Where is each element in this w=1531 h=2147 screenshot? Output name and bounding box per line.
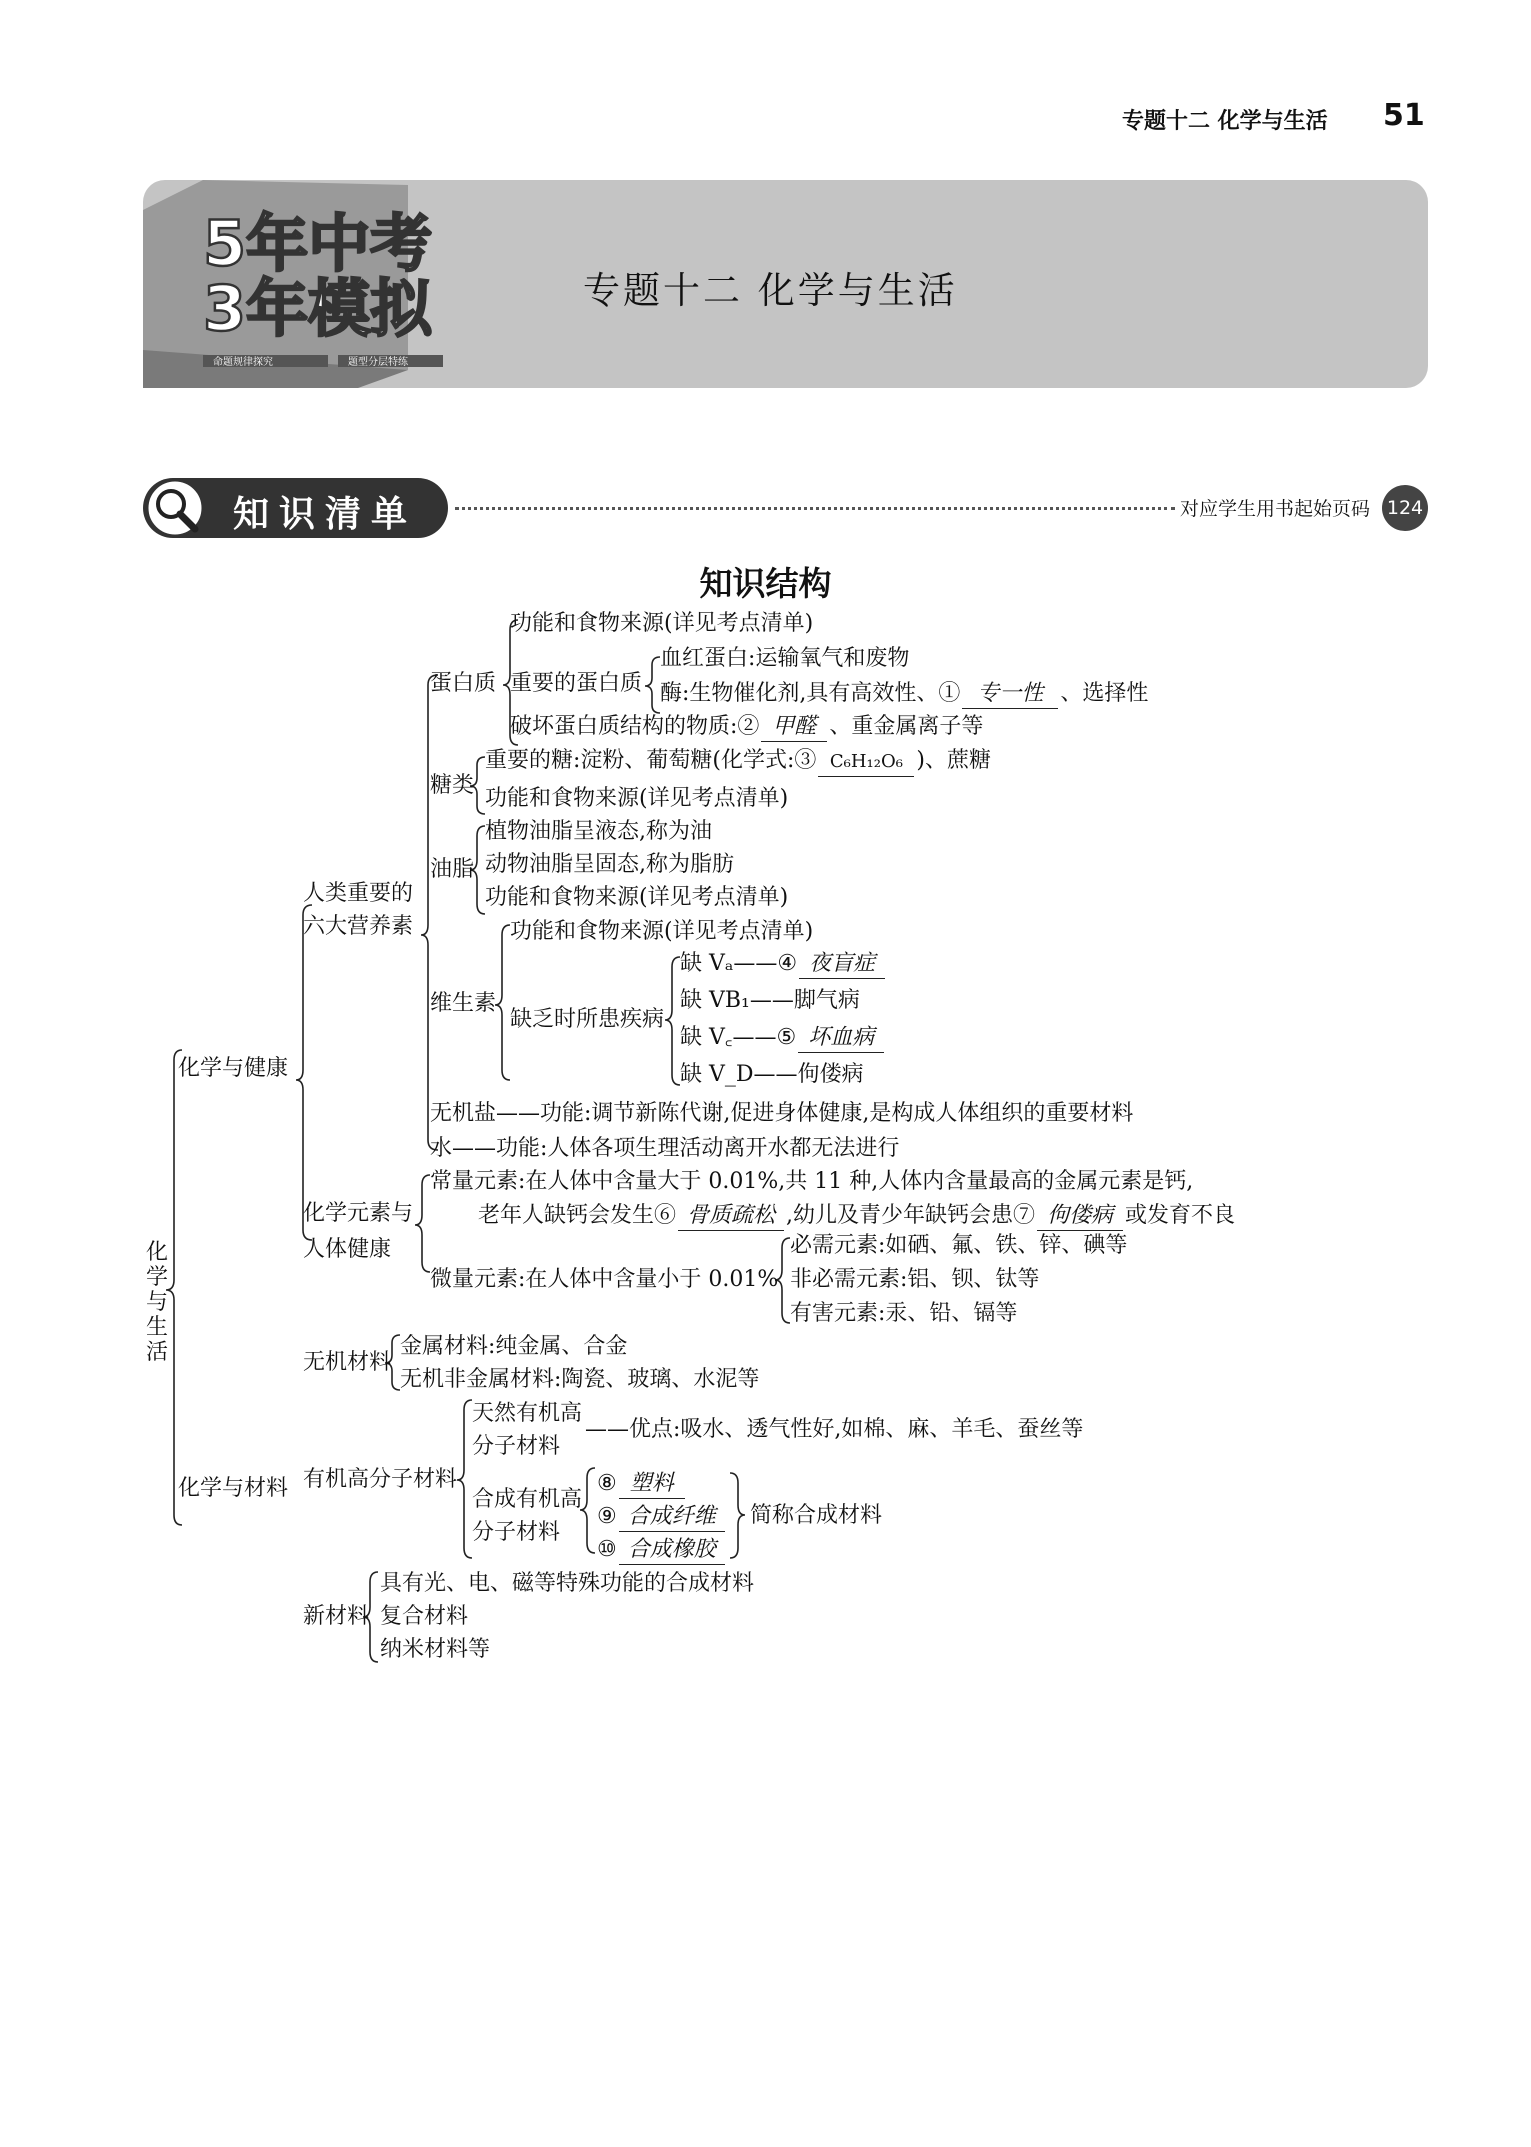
logo-tag1: 命题规律探究 xyxy=(213,357,273,368)
macro-text-3: 或发育不良 xyxy=(1125,1203,1236,1228)
macro-element-2 xyxy=(478,1202,1235,1231)
node-nutrients: 人类重要的 xyxy=(303,881,414,906)
section-title: 知识清单 xyxy=(233,494,418,535)
answer-5: 坏血病 xyxy=(798,1024,884,1053)
protein-func: 功能和食物来源(详见考点清单) xyxy=(510,611,814,636)
answer-9: 合成纤维 xyxy=(619,1503,725,1532)
node-fat: 油脂 xyxy=(430,857,475,882)
answer-4: 夜盲症 xyxy=(799,950,885,979)
synthetic-2: 分子材料 xyxy=(472,1520,561,1545)
answer-1: 专一性 xyxy=(962,680,1058,709)
hemoglobin: 血红蛋白:运输氧气和废物 xyxy=(660,646,910,671)
new-material-1: 具有光、电、磁等特殊功能的合成材料 xyxy=(380,1571,755,1596)
natural-2: 分子材料 xyxy=(472,1434,561,1459)
metal-material: 金属材料:纯金属、合金 xyxy=(400,1334,628,1359)
tree-title: 知识结构 xyxy=(699,564,832,603)
logo-line2: 3年模拟 xyxy=(203,272,433,345)
trace-essential: 必需元素:如硒、氟、铁、锌、碘等 xyxy=(790,1233,1128,1258)
macro-text: 老年人缺钙会发生⑥ xyxy=(478,1203,677,1228)
root-node: 化学与生活 xyxy=(145,1240,168,1365)
nonmetal-material: 无机非金属材料:陶瓷、玻璃、水泥等 xyxy=(400,1367,760,1392)
sugar-text: 重要的糖:淀粉、葡萄糖(化学式:③ xyxy=(485,748,817,773)
node-important-protein: 重要的蛋白质 xyxy=(510,671,643,696)
enzyme xyxy=(660,680,1148,709)
protein-destroy xyxy=(510,713,983,742)
banner-title: 专题十二 化学与生活 xyxy=(583,269,958,312)
answer-2: 甲醛 xyxy=(761,713,827,742)
node-vitamin-lack: 缺乏时所患疾病 xyxy=(510,1007,665,1032)
new-material-3: 纳米材料等 xyxy=(380,1637,491,1662)
logo-tag2: 题型分层特练 xyxy=(348,357,408,368)
sugar-important xyxy=(485,747,991,777)
node-materials: 化学与材料 xyxy=(178,1476,289,1501)
node-inorganic: 无机材料 xyxy=(303,1350,392,1375)
vc-text: 缺 V꜀——⑤ xyxy=(680,1025,797,1050)
synthetic-plastic xyxy=(597,1470,687,1499)
water: 水——功能:人体各项生理活动离开水都无法进行 xyxy=(430,1136,900,1161)
n10: ⑩ xyxy=(597,1537,617,1562)
node-health: 化学与健康 xyxy=(178,1056,289,1081)
macro-text-2: ,幼儿及青少年缺钙会患⑦ xyxy=(786,1203,1036,1228)
node-elements-2: 人体健康 xyxy=(303,1237,392,1262)
natural-1: 天然有机高 xyxy=(472,1401,583,1426)
mineral: 无机盐——功能:调节新陈代谢,促进身体健康,是构成人体组织的重要材料 xyxy=(430,1101,1134,1126)
n9: ⑨ xyxy=(597,1504,617,1529)
fat-2: 动物油脂呈固态,称为脂肪 xyxy=(485,852,734,877)
vitamin-a xyxy=(680,950,887,979)
answer-10: 合成橡胶 xyxy=(619,1536,725,1565)
vitamin-b: 缺 VB₁——脚气病 xyxy=(680,988,860,1013)
macro-element: 常量元素:在人体中含量大于 0.01%,共 11 种,人体内含量最高的金属元素是钙, xyxy=(430,1169,1194,1194)
destroy-text: 破坏蛋白质结构的物质:② xyxy=(510,714,760,739)
node-organic: 有机高分子材料 xyxy=(303,1467,458,1492)
va-text: 缺 Vₐ——④ xyxy=(680,951,798,976)
synthetic-rubber xyxy=(597,1536,727,1565)
fat-1: 植物油脂呈液态,称为油 xyxy=(485,819,712,844)
fat-3: 功能和食物来源(详见考点清单) xyxy=(485,885,789,910)
vitamin-d: 缺 V_D——佝偻病 xyxy=(680,1062,864,1087)
enzyme-text: 酶:生物催化剂,具有高效性、① xyxy=(660,681,961,706)
trace-nonessential: 非必需元素:铝、钡、钛等 xyxy=(790,1267,1040,1292)
page-number: 51 xyxy=(1383,98,1425,133)
enzyme-text-2: 、选择性 xyxy=(1060,681,1149,706)
vitamin-func: 功能和食物来源(详见考点清单) xyxy=(510,919,814,944)
page-ref-badge: 124 xyxy=(1382,485,1428,531)
natural-desc: ——优点:吸水、透气性好,如棉、麻、羊毛、蚕丝等 xyxy=(585,1417,1084,1442)
new-material-2: 复合材料 xyxy=(380,1604,469,1629)
destroy-text-2: 、重金属离子等 xyxy=(829,714,984,739)
sugar-func: 功能和食物来源(详见考点清单) xyxy=(485,786,789,811)
answer-3: C₆H₁₂O₆ xyxy=(818,748,914,777)
trace-element: 微量元素:在人体中含量小于 0.01% xyxy=(430,1267,779,1292)
node-protein: 蛋白质 xyxy=(430,671,497,696)
section-note: 对应学生用书起始页码 xyxy=(1180,498,1371,520)
node-sugar: 糖类 xyxy=(430,773,475,798)
trace-harmful: 有害元素:汞、铅、镉等 xyxy=(790,1301,1018,1326)
answer-7: 佝偻病 xyxy=(1037,1202,1123,1231)
node-nutrients-2: 六大营养素 xyxy=(303,914,414,939)
running-header-topic: 专题十二 化学与生活 xyxy=(1122,109,1328,134)
logo-line1: 5年中考 xyxy=(203,207,433,280)
answer-8: 塑料 xyxy=(619,1470,685,1499)
node-vitamin: 维生素 xyxy=(430,991,497,1016)
node-new-material: 新材料 xyxy=(303,1604,370,1629)
sugar-text-2: )、蔗糖 xyxy=(916,748,992,773)
synthetic-1: 合成有机高 xyxy=(472,1487,583,1512)
synthetic-note: 简称合成材料 xyxy=(750,1503,883,1528)
synthetic-fiber xyxy=(597,1503,727,1532)
vitamin-c xyxy=(680,1024,886,1053)
answer-6: 骨质疏松 xyxy=(678,1202,784,1231)
n8: ⑧ xyxy=(597,1471,617,1496)
node-elements: 化学元素与 xyxy=(303,1201,414,1226)
